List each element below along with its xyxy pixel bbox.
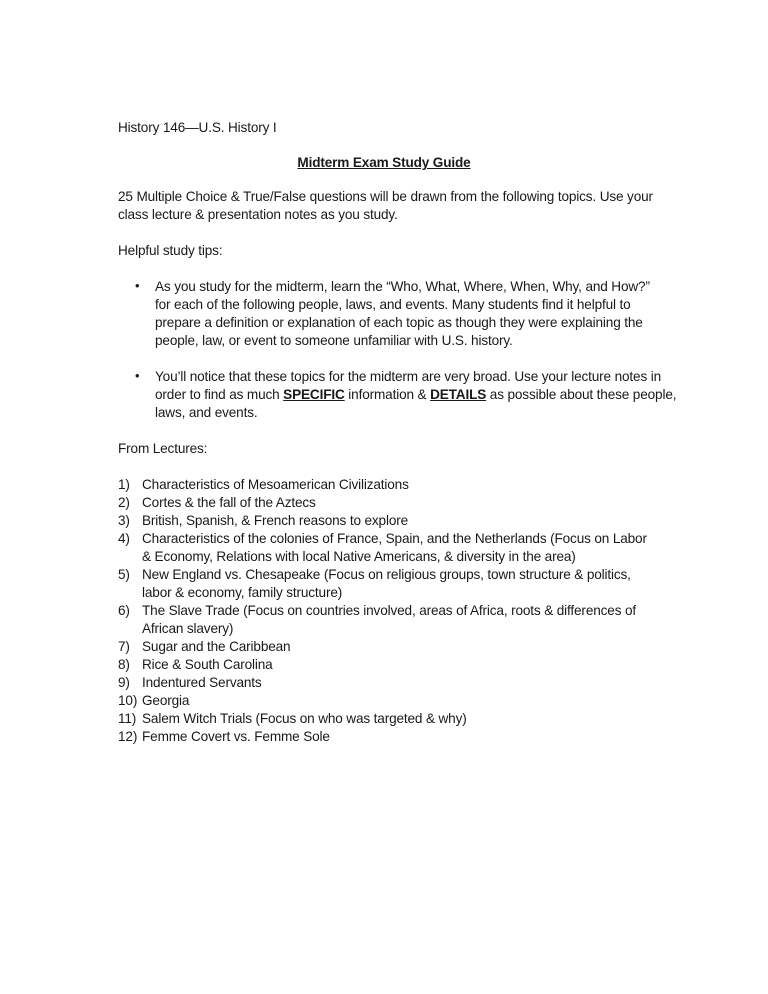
topic-item: Characteristics of the colonies of France, Spain, and the Netherlands (Focus on Labor [142,531,647,546]
topic-number: 12) [118,729,138,744]
topic-item: Rice & South Carolina [142,657,273,672]
topic-item: Characteristics of Mesoamerican Civilizations [142,477,409,492]
topic-number: 1) [118,477,130,492]
tip-line: prepare a definition or explanation of each topic as though they were explaining the [155,315,643,330]
tip-line: laws, and events. [155,405,258,420]
topic-item: British, Spanish, & French reasons to explore [142,513,409,528]
bullet-icon: • [135,278,140,293]
topic-item: & Economy, Relations with local Native Americans, & diversity in the area) [142,549,576,564]
topic-number: 9) [118,675,130,690]
topic-item: African slavery) [142,621,234,636]
topic-item: Salem Witch Trials (Focus on who was targeted & why) [142,711,467,726]
tip-line: for each of the following people, laws, and events. Many students find it helpful to [155,297,631,312]
topic-item: Femme Covert vs. Femme Sole [142,729,330,744]
topic-number: 11) [118,711,137,726]
emphasis-details: DETAILS [430,387,487,402]
bullet-icon: • [135,368,140,383]
tip-text: order to find as much [155,387,284,402]
topic-number: 4) [118,531,130,546]
topic-item: Sugar and the Caribbean [142,639,291,654]
tip-text: information & [344,387,431,402]
tip-text: as possible about these people, [486,387,677,402]
topic-number: 10) [118,693,138,708]
tips-heading: Helpful study tips: [118,243,223,258]
intro-line: 25 Multiple Choice & True/False questions will be drawn from the following topics. Use your [118,189,653,204]
page-title: Midterm Exam Study Guide [297,155,471,170]
topic-item: Indentured Servants [142,675,262,690]
tip-line: people, law, or event to someone unfamiliar with U.S. history. [155,333,513,348]
topic-item: Georgia [142,693,190,708]
topic-number: 5) [118,567,130,582]
topic-number: 7) [118,639,130,654]
topic-number: 8) [118,657,130,672]
topic-number: 3) [118,513,130,528]
topic-item: Cortes & the fall of the Aztecs [142,495,316,510]
tip-line: You’ll notice that these topics for the midterm are very broad. Use your lecture notes in [155,369,661,384]
emphasis-specific: SPECIFIC [283,387,345,402]
topic-number: 2) [118,495,130,510]
topic-item: New England vs. Chesapeake (Focus on religious groups, town structure & politics, [142,567,631,582]
intro-line: class lecture & presentation notes as you study. [118,207,398,222]
tip-line [155,386,676,404]
course-title: History 146—U.S. History I [118,120,277,135]
topic-item: labor & economy, family structure) [142,585,343,600]
topic-item: The Slave Trade (Focus on countries involved, areas of Africa, roots & differences of [142,603,637,618]
lectures-heading: From Lectures: [118,441,208,456]
tip-line: As you study for the midterm, learn the “Who, What, Where, When, Why, and How?” [155,279,650,294]
topic-number: 6) [118,603,130,618]
